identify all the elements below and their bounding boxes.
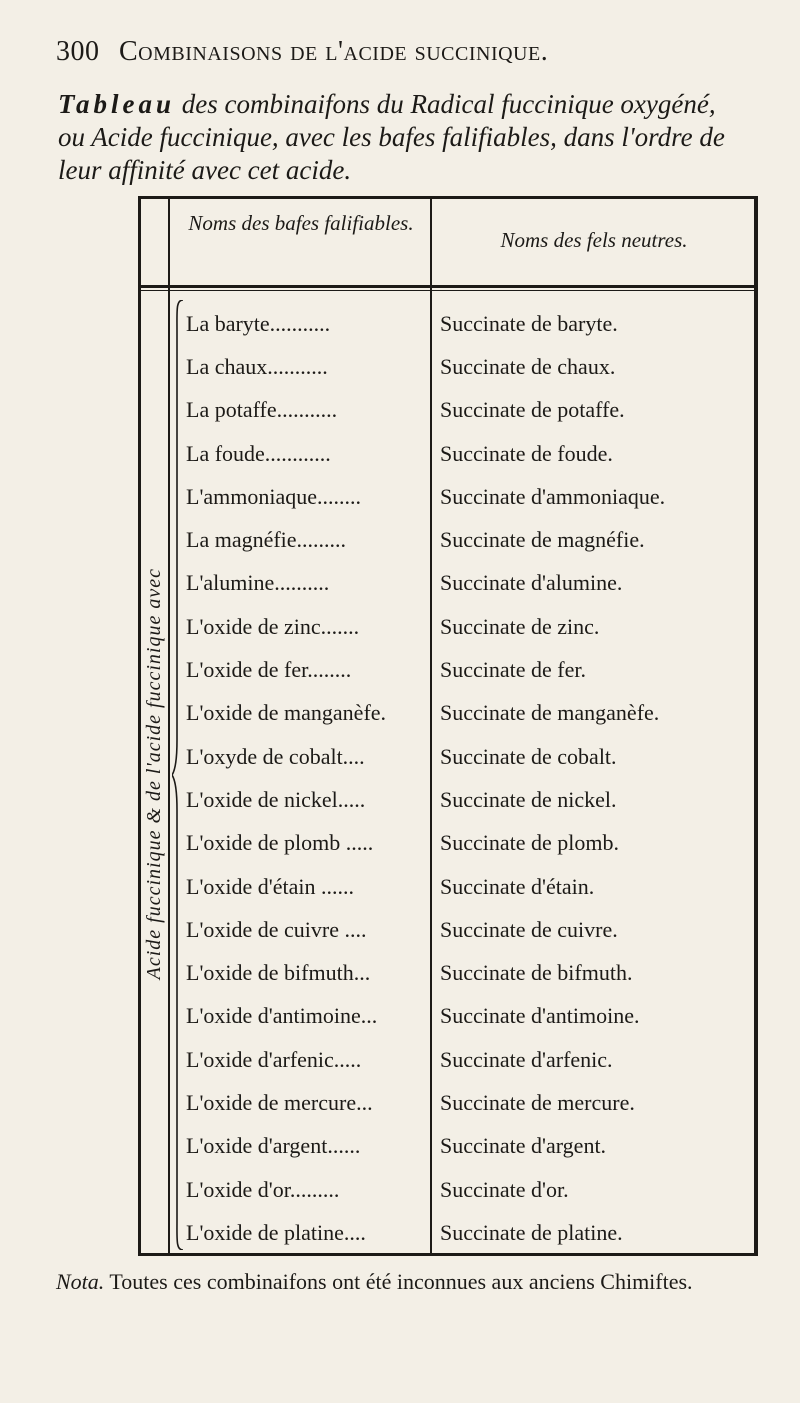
- table-row: [186, 475, 756, 518]
- salt-name: Succinate de zinc.: [440, 613, 600, 639]
- table-row: [186, 605, 756, 648]
- salt-name: Succinate de plomb.: [440, 830, 620, 856]
- table-header-rule: [138, 285, 758, 288]
- base-name: L'oxide de platine....: [186, 1219, 366, 1245]
- table-row: [186, 432, 756, 475]
- table-row: [186, 692, 756, 735]
- base-name: L'oxide de bifmuth...: [186, 960, 371, 986]
- table-row: [186, 648, 756, 691]
- salt-name: Succinate de foude.: [440, 440, 613, 466]
- table-row: [186, 1038, 756, 1081]
- table-row: [186, 345, 756, 388]
- table-row: [186, 518, 756, 561]
- base-name: L'oxide de cuivre ....: [186, 916, 367, 942]
- base-name: La magnéfie.........: [186, 527, 347, 553]
- table-row: [186, 389, 756, 432]
- base-name: L'oxyde de cobalt....: [186, 743, 365, 769]
- salt-name: Succinate de bifmuth.: [440, 960, 633, 986]
- base-name: L'oxide de nickel.....: [186, 786, 366, 812]
- table-row: [186, 995, 756, 1038]
- salt-name: Succinate d'étain.: [440, 873, 595, 899]
- table-row: [186, 778, 756, 821]
- salt-name: Succinate de magnéfie.: [440, 527, 645, 553]
- table-row: [186, 1168, 756, 1211]
- table-inner-rule: [168, 196, 170, 1256]
- column-header-salts: Noms des fels neutres.: [500, 228, 688, 252]
- running-head: [56, 36, 736, 68]
- table-title-lead: Tableau: [58, 89, 176, 119]
- base-name: L'oxide de fer........: [186, 657, 352, 683]
- column-header-bases: Noms des bafes falifiables.: [188, 211, 414, 235]
- table-row: [186, 1125, 756, 1168]
- base-name: L'oxide de zinc.......: [186, 613, 360, 639]
- salt-name: Succinate d'ammoniaque.: [440, 483, 666, 509]
- table-row: [186, 562, 756, 605]
- base-name: L'oxide de plomb .....: [186, 830, 374, 856]
- base-name: L'oxide d'or.........: [186, 1176, 340, 1202]
- salt-name: Succinate de cuivre.: [440, 916, 618, 942]
- salt-name: Succinate d'alumine.: [440, 570, 623, 596]
- base-name: L'oxide de manganèfe.: [186, 700, 387, 726]
- salt-name: Succinate d'or.: [440, 1176, 569, 1202]
- base-name: La potaffe...........: [186, 397, 338, 423]
- page-number: 300: [56, 36, 100, 67]
- table-row: [186, 865, 756, 908]
- salt-name: Succinate de potaffe.: [440, 397, 625, 423]
- base-name: La baryte...........: [186, 310, 331, 336]
- table-row: [186, 822, 756, 865]
- brace-icon: [172, 300, 184, 1250]
- salt-name: Succinate de mercure.: [440, 1089, 635, 1115]
- vertical-side-label-text: Acide fuccinique & de l'acide fuccinique avec: [142, 567, 165, 980]
- salt-name: Succinate d'antimoine.: [440, 1003, 640, 1029]
- base-name: La chaux...........: [186, 353, 328, 379]
- salt-name: Succinate d'argent.: [440, 1133, 607, 1159]
- table-row: [186, 735, 756, 778]
- base-name: L'oxide d'étain ......: [186, 873, 354, 899]
- base-name: L'oxide d'argent......: [186, 1133, 361, 1159]
- salt-name: Succinate de cobalt.: [440, 743, 617, 769]
- nota: [56, 1268, 756, 1295]
- salt-name: Succinate de chaux.: [440, 353, 616, 379]
- base-name: L'oxide d'arfenic.....: [186, 1046, 362, 1072]
- salt-name: Succinate de fer.: [440, 657, 586, 683]
- nota-text: Toutes ces combinaifons ont été inconnues aux anciens Chimiftes.: [109, 1269, 693, 1294]
- salt-name: Succinate d'arfenic.: [440, 1046, 613, 1072]
- table-row: [186, 302, 756, 345]
- salt-name: Succinate de platine.: [440, 1219, 623, 1245]
- vertical-side-label: [140, 296, 168, 1251]
- table-title-text: des combinaifons du Radical fuccinique oxygéné, ou Acide fuccinique, avec les bafes falifiables, dans l'ordre de leur affinité avec cet acide.: [58, 89, 725, 185]
- table-row: [186, 1081, 756, 1124]
- base-name: L'alumine..........: [186, 570, 330, 596]
- base-name: L'oxide de mercure...: [186, 1089, 373, 1115]
- table-rows: [186, 302, 756, 1255]
- table-header-rule-thin: [138, 290, 758, 291]
- table-row: [186, 1211, 756, 1254]
- base-name: La foude............: [186, 440, 331, 466]
- nota-label: Nota.: [56, 1269, 105, 1294]
- table-row: [186, 908, 756, 951]
- table-row: [186, 951, 756, 994]
- salt-name: Succinate de nickel.: [440, 786, 617, 812]
- table-title: [58, 88, 748, 187]
- base-name: L'oxide d'antimoine...: [186, 1003, 378, 1029]
- salt-name: Succinate de manganèfe.: [440, 700, 660, 726]
- salt-name: Succinate de baryte.: [440, 310, 618, 336]
- base-name: L'ammoniaque........: [186, 483, 362, 509]
- running-title: Combinaisons de l'acide succinique.: [119, 36, 549, 67]
